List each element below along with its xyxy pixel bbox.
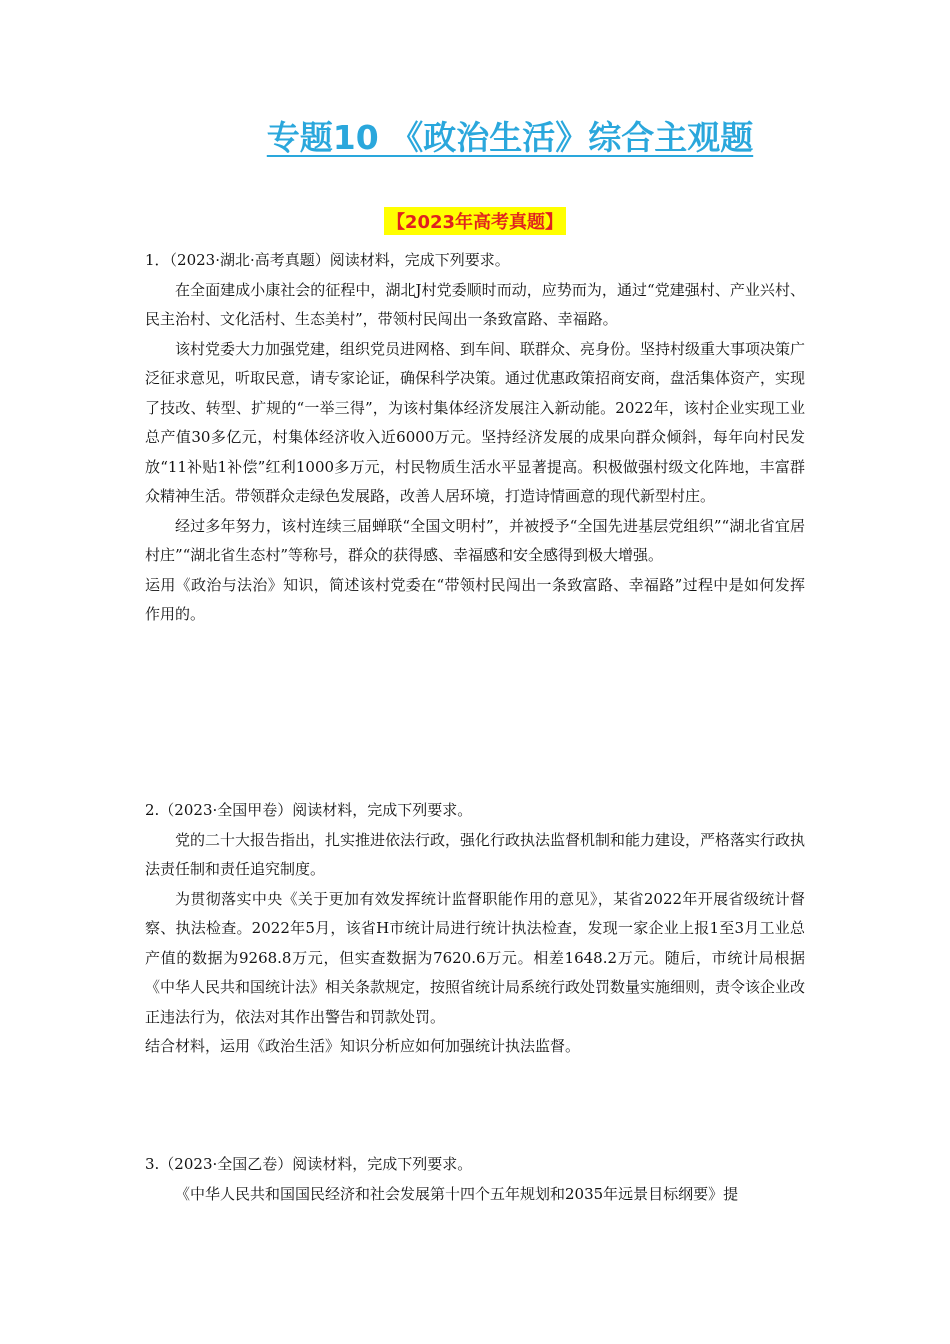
question-1 [145, 246, 805, 630]
material-paragraph: 该村党委大力加强党建，组织党员进网格、到车间、联群众、亮身份。坚持村级重大事项决策广泛征求意见，听取民意，请专家论证，确保科学决策。通过优惠政策招商安商，盘活集体资产，实现了技改、转型、扩规的“一举三得”，为该村集体经济发展注入新动能。2022年，该村企业实现工业总产值30多亿元，村集体经济收入近6000万元。坚持经济发展的成果向群众倾斜，每年向村民发放“11补贴1补偿”红利1000多万元，村民物质生活水平显著提高。积极做强村级文化阵地，丰富群众精神生活。带领群众走绿色发展路，改善人居环境，打造诗情画意的现代新型村庄。 [145, 339, 806, 505]
question-2 [145, 796, 805, 1062]
question-header: 2.（2023·全国甲卷）阅读材料，完成下列要求。 [145, 801, 473, 819]
page-title: 专题10 《政治生活》综合主观题 [266, 118, 754, 157]
material-paragraph: 经过多年努力，该村连续三届蝉联“全国文明村”，并被授予“全国先进基层党组织”“湖北省宜居村庄”“湖北省生态村”等称号，群众的获得感、幸福感和安全感得到极大增强。 [145, 516, 805, 564]
question-3 [145, 1150, 805, 1209]
section-label: 【2023年高考真题】 [384, 207, 566, 235]
section-heading [0, 207, 950, 235]
question-header: 1．（2023·湖北·高考真题）阅读材料，完成下列要求。 [145, 251, 510, 269]
question-header: 3.（2023·全国乙卷）阅读材料，完成下列要求。 [145, 1155, 473, 1173]
question-task: 运用《政治与法治》知识，简述该村党委在“带领村民闯出一条致富路、幸福路”过程中是如何发挥作用的。 [145, 575, 805, 623]
material-paragraph: 为贯彻落实中央《关于更加有效发挥统计监督职能作用的意见》，某省2022年开展省级统计督察、执法检查。2022年5月，该省H市统计局进行统计执法检查，发现一家企业上报1至3月工业总产值的数据为9268.8万元，但实查数据为7620.6万元。相差1648.2万元。随后，市统计局根据《中华人民共和国统计法》相关条款规定，按照省统计局系统行政处罚数量实施细则，责令该企业改正违法行为，依法对其作出警告和罚款处罚。 [145, 889, 806, 1026]
material-paragraph: 在全面建成小康社会的征程中，湖北J村党委顺时而动，应势而为，通过“党建强村、产业兴村、民主治村、文化活村、生态美村”，带领村民闯出一条致富路、幸福路。 [145, 280, 805, 328]
material-paragraph: 《中华人民共和国国民经济和社会发展第十四个五年规划和2035年远景目标纲要》提 [175, 1184, 739, 1203]
material-paragraph: 党的二十大报告指出，扎实推进依法行政，强化行政执法监督机制和能力建设，严格落实行政执法责任制和责任追究制度。 [145, 830, 806, 878]
question-task: 结合材料，运用《政治生活》知识分析应如何加强统计执法监督。 [145, 1037, 581, 1055]
